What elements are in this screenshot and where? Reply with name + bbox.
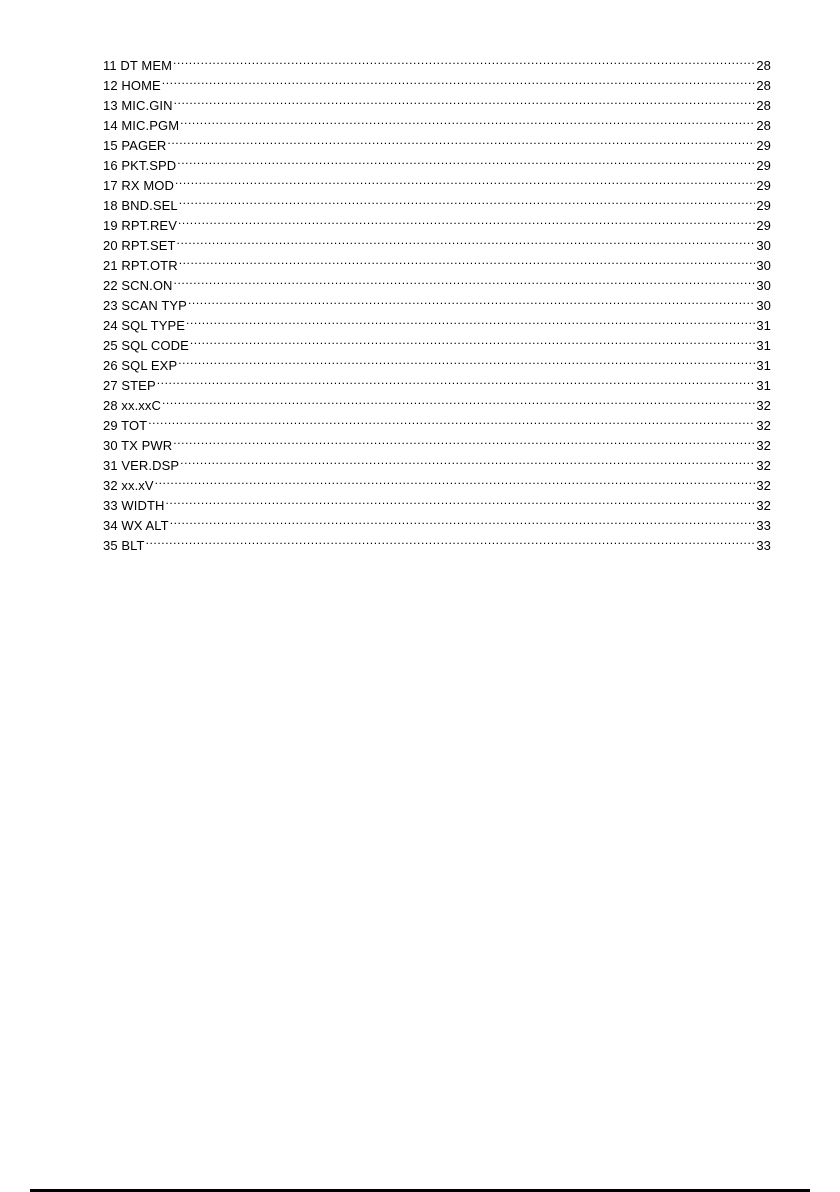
dot-leader [188, 290, 755, 310]
toc-entry[interactable] [103, 90, 771, 113]
dot-leader [179, 190, 756, 210]
dot-leader [173, 430, 755, 450]
dot-leader [180, 450, 755, 470]
dot-leader [180, 110, 755, 130]
toc-entry-label: 32 xx.xV [103, 478, 154, 493]
toc-entry[interactable] [103, 50, 771, 73]
dot-leader [186, 310, 755, 330]
toc-entry[interactable] [103, 350, 771, 373]
dot-leader [165, 490, 755, 510]
toc-entry-page-number: 28 [756, 98, 771, 113]
dot-leader [167, 130, 755, 150]
toc-entry-page-number: 30 [756, 298, 771, 313]
dot-leader [190, 330, 755, 350]
dot-leader [146, 530, 756, 550]
toc-entry-page-number: 32 [756, 458, 771, 473]
toc-entry[interactable] [103, 530, 771, 553]
toc-entry[interactable] [103, 490, 771, 513]
toc-entry[interactable] [103, 230, 771, 253]
dot-leader [178, 210, 755, 230]
toc-entry-label: 34 WX ALT [103, 518, 169, 533]
toc-entry-page-number: 28 [756, 118, 771, 133]
dot-leader [173, 50, 755, 70]
toc-entry-page-number: 32 [756, 418, 771, 433]
toc-entry-page-number: 30 [756, 258, 771, 273]
toc-entry[interactable] [103, 210, 771, 233]
toc-entry-page-number: 33 [756, 518, 771, 533]
dot-leader [162, 390, 755, 410]
toc-entry-page-number: 29 [756, 198, 771, 213]
toc-entry-label: 26 SQL EXP [103, 358, 178, 373]
toc-entry-page-number: 29 [756, 158, 771, 173]
toc-entry-label: 14 MIC.PGM [103, 118, 180, 133]
dot-leader [157, 370, 756, 390]
toc-entry-page-number: 33 [756, 538, 771, 553]
toc-entry-page-number: 29 [756, 178, 771, 193]
dot-leader [148, 410, 755, 430]
toc-entry-page-number: 32 [756, 398, 771, 413]
toc-entry-label: 29 TOT [103, 418, 148, 433]
toc-entry-page-number: 29 [756, 138, 771, 153]
toc-entry-label: 13 MIC.GIN [103, 98, 173, 113]
dot-leader [175, 170, 755, 190]
toc-entry[interactable] [103, 450, 771, 473]
dot-leader [155, 470, 756, 490]
toc-entry-label: 12 HOME [103, 78, 161, 93]
toc-entry[interactable] [103, 410, 771, 433]
toc-entry-label: 24 SQL TYPE [103, 318, 186, 333]
toc-entry-page-number: 32 [756, 478, 771, 493]
toc-entry-page-number: 31 [756, 338, 771, 353]
toc-entry-page-number: 28 [756, 58, 771, 73]
dot-leader [162, 70, 756, 90]
toc-entry-label: 30 TX PWR [103, 438, 173, 453]
toc-entry-page-number: 32 [756, 498, 771, 513]
toc-entry-page-number: 31 [756, 318, 771, 333]
toc-entry[interactable] [103, 310, 771, 333]
toc-entry[interactable] [103, 470, 771, 493]
toc-entry[interactable] [103, 390, 771, 413]
toc-entry-label: 15 PAGER [103, 138, 167, 153]
dot-leader [170, 510, 756, 530]
toc-entry[interactable] [103, 70, 771, 93]
toc-entry[interactable] [103, 150, 771, 173]
toc-entry-label: 16 PKT.SPD [103, 158, 177, 173]
table-of-contents [103, 50, 771, 553]
toc-entry[interactable] [103, 170, 771, 193]
toc-entry-label: 28 xx.xxC [103, 398, 161, 413]
toc-entry[interactable] [103, 290, 771, 313]
toc-entry[interactable] [103, 250, 771, 273]
toc-entry-label: 31 VER.DSP [103, 458, 180, 473]
dot-leader [177, 150, 755, 170]
toc-entry-page-number: 30 [756, 278, 771, 293]
toc-entry-page-number: 31 [756, 378, 771, 393]
toc-entry[interactable] [103, 430, 771, 453]
toc-entry-page-number: 31 [756, 358, 771, 373]
dot-leader [174, 90, 756, 110]
toc-entry[interactable] [103, 330, 771, 353]
toc-entry[interactable] [103, 130, 771, 153]
dot-leader [179, 250, 756, 270]
toc-entry[interactable] [103, 510, 771, 533]
dot-leader [177, 230, 756, 250]
toc-entry-label: 11 DT MEM [103, 58, 173, 73]
toc-entry-label: 17 RX MOD [103, 178, 174, 193]
toc-entry-label: 19 RPT.REV [103, 218, 177, 233]
toc-entry-label: 33 WIDTH [103, 498, 165, 513]
toc-entry-page-number: 30 [756, 238, 771, 253]
toc-entry-label: 18 BND.SEL [103, 198, 178, 213]
toc-entry-label: 20 RPT.SET [103, 238, 176, 253]
dot-leader [178, 350, 755, 370]
toc-entry-label: 35 BLT [103, 538, 145, 553]
dot-leader [174, 270, 756, 290]
toc-entry-label: 21 RPT.OTR [103, 258, 178, 273]
toc-entry-label: 23 SCAN TYP [103, 298, 187, 313]
toc-entry-label: 22 SCN.ON [103, 278, 173, 293]
toc-entry-label: 25 SQL CODE [103, 338, 189, 353]
toc-entry-page-number: 28 [756, 78, 771, 93]
toc-entry-page-number: 32 [756, 438, 771, 453]
toc-entry[interactable] [103, 110, 771, 133]
toc-entry[interactable] [103, 270, 771, 293]
toc-entry[interactable] [103, 370, 771, 393]
toc-entry-page-number: 29 [756, 218, 771, 233]
toc-entry[interactable] [103, 190, 771, 213]
toc-entry-label: 27 STEP [103, 378, 156, 393]
